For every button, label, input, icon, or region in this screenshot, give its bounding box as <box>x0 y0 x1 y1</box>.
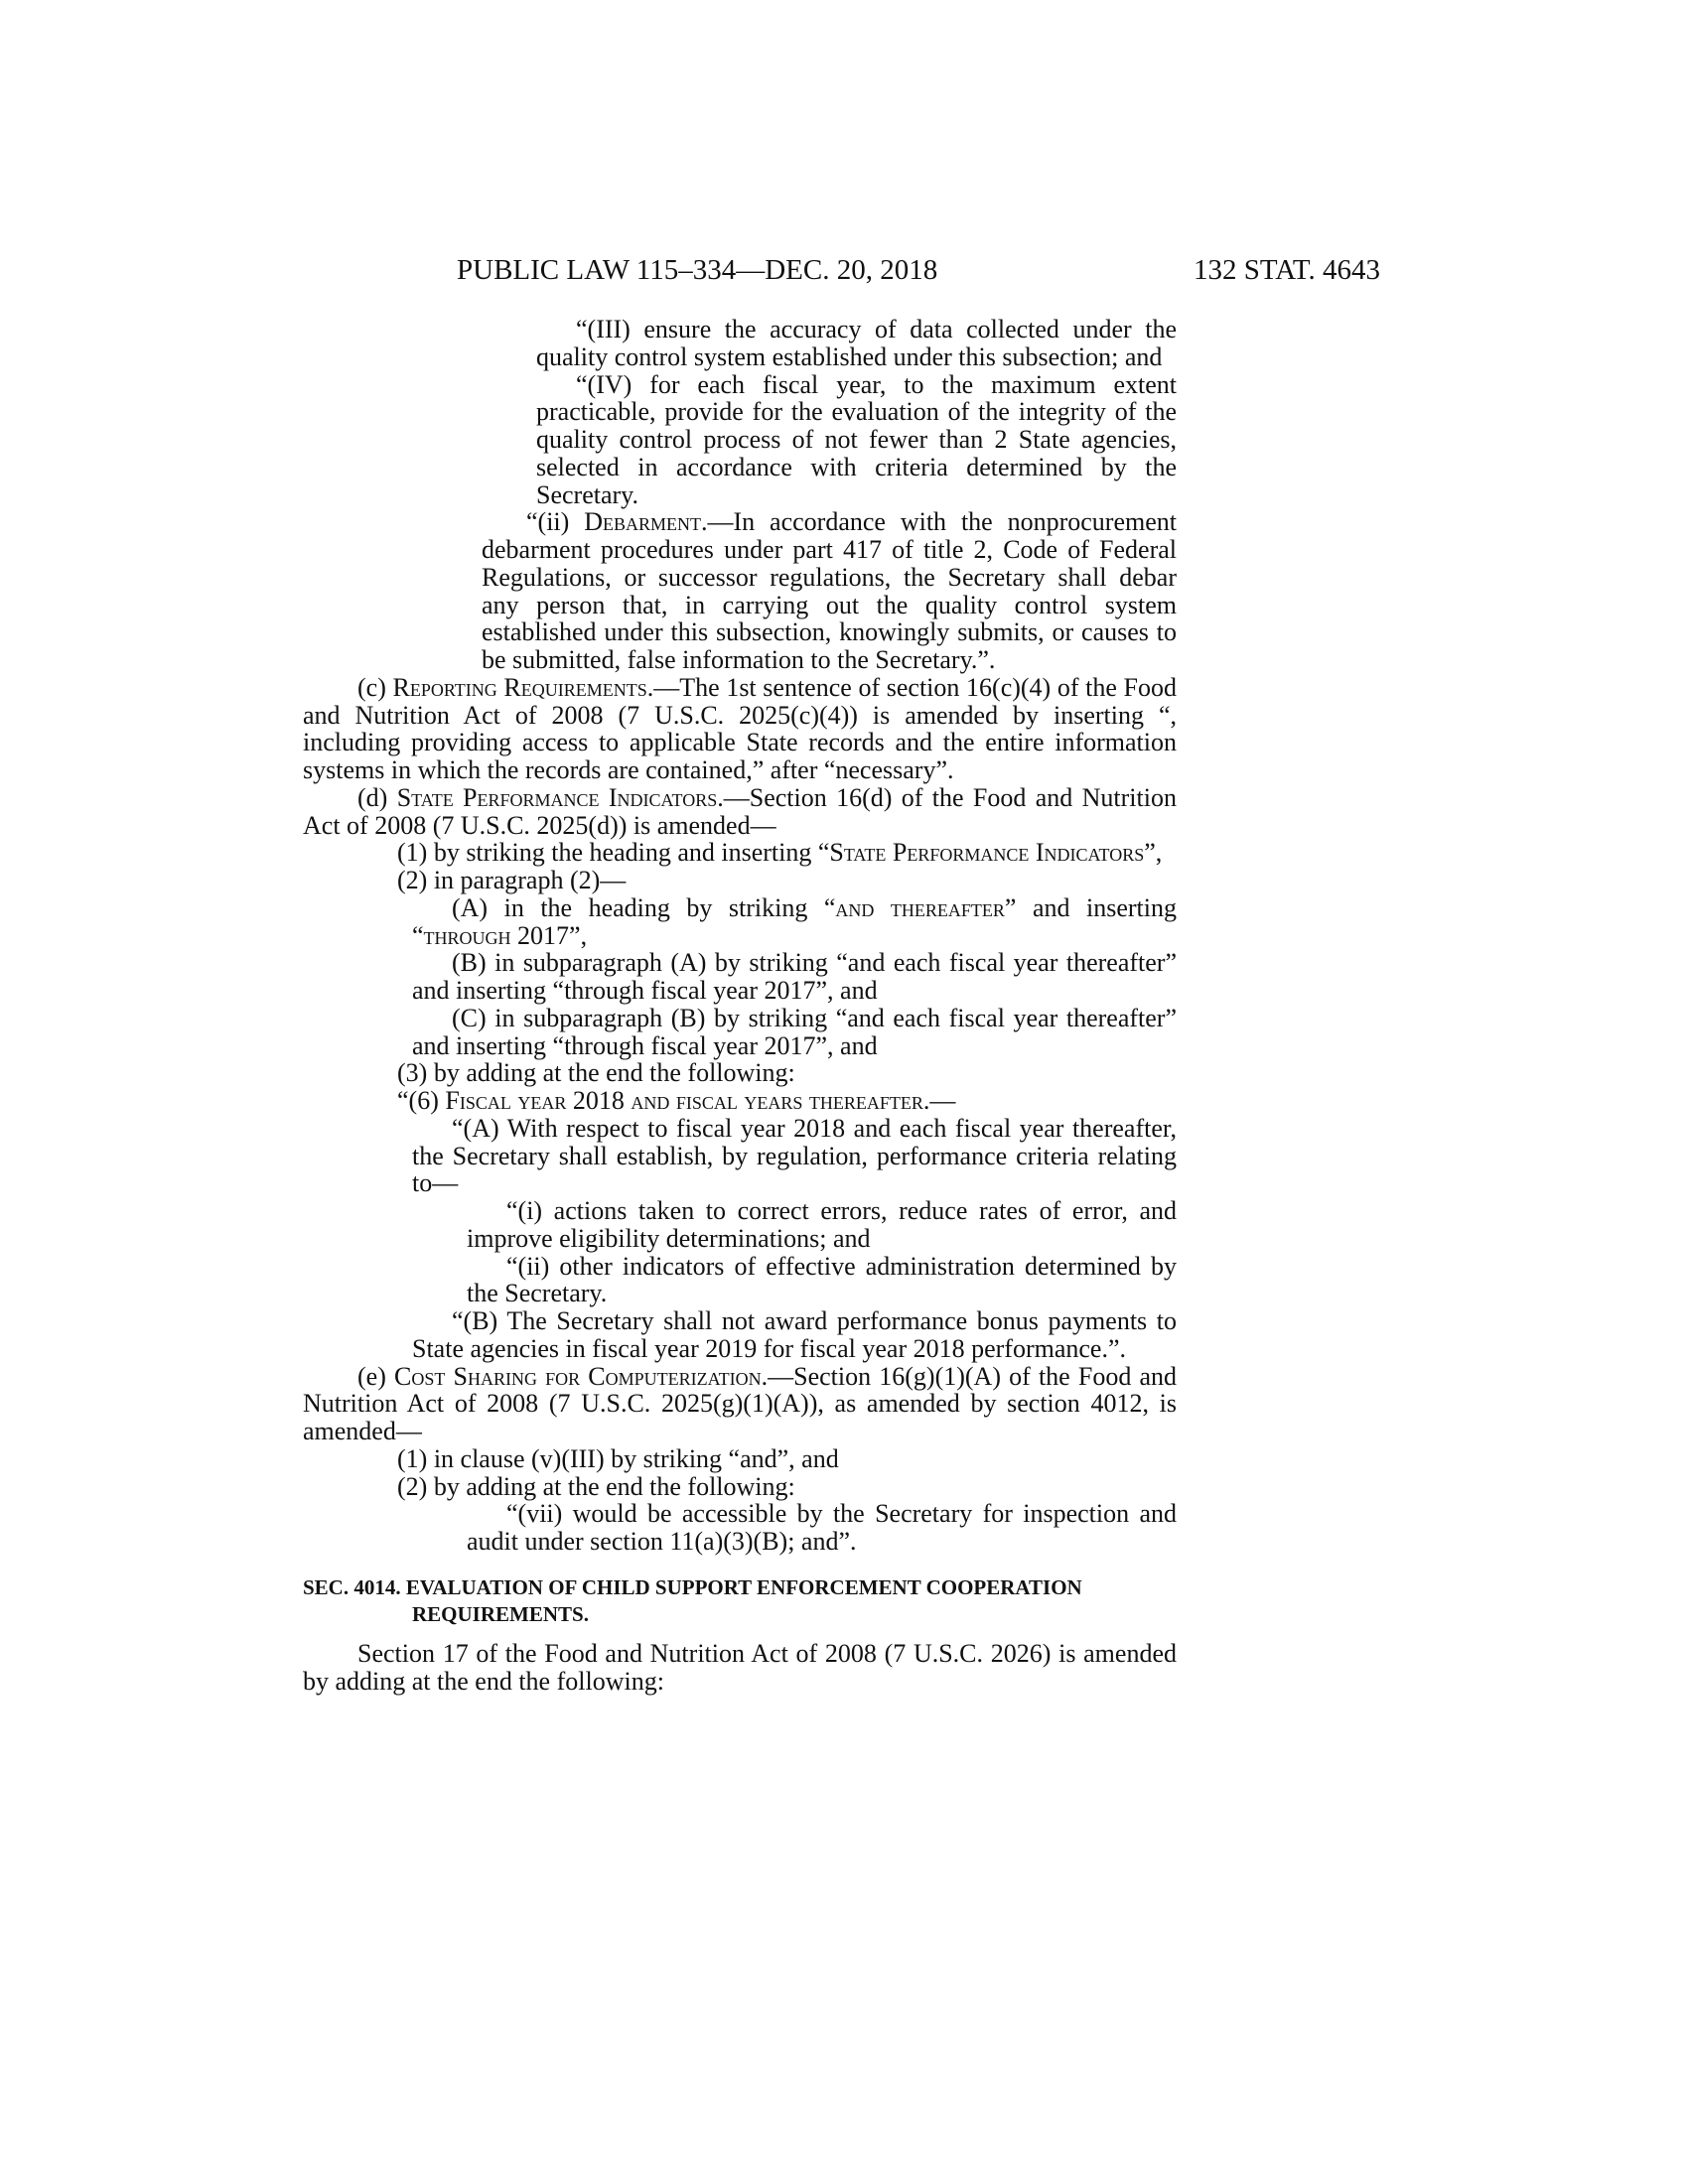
paragraph: “(IV) for each fiscal year, to the maximum extent practicable, provide for the evaluation of the integrity of the quality control process of not fewer than 2 State agencies, selected in accordance with criteria determined by the Secretary. <box>536 369 1177 509</box>
paragraph: “(vii) would be accessible by the Secretary for inspection and audit under section 11(a)(3)(B); and”. <box>467 1499 1177 1556</box>
paragraph: (1) in clause (v)(III) by striking “and”, and <box>397 1443 839 1473</box>
header-public-law: PUBLIC LAW 115–334—DEC. 20, 2018 <box>457 254 938 286</box>
paragraph: (A) in the heading by striking “and thereafter” and inserting “through 2017”, <box>412 892 1177 950</box>
paragraph: (2) by adding at the end the following: <box>397 1471 795 1501</box>
paragraph: (3) by adding at the end the following: <box>397 1058 795 1088</box>
header-stat-page: 132 STAT. 4643 <box>1193 254 1380 286</box>
paragraph: (B) in subparagraph (A) by striking “and each fiscal year thereafter” and inserting “through fiscal year 2017”, and <box>412 948 1177 1005</box>
paragraph: (2) in paragraph (2)— <box>397 866 627 894</box>
running-header <box>303 250 1380 290</box>
paragraph: “(A) With respect to fiscal year 2018 and each fiscal year thereafter, the Secretary shall establish, by regulation, performance criteria relating to— <box>412 1113 1177 1198</box>
paragraph: (c) Reporting Requirements.—The 1st sentence of section 16(c)(4) of the Food and Nutrition Act of 2008 (7 U.S.C. 2025(c)(4)) is amended by inserting “, including providing access to applicable State records and the entire information systems in which the records are contained,” after “necessary”. <box>303 672 1178 784</box>
paragraph: (1) by striking the heading and inserting “State Performance Indicators”, <box>397 838 1163 868</box>
paragraph: “(B) The Secretary shall not award performance bonus payments to State agencies in fiscal year 2019 for fiscal year 2018 performance.”. <box>412 1306 1177 1363</box>
section-intro-paragraph: Section 17 of the Food and Nutrition Act of 2008 (7 U.S.C. 2026) is amended by adding at the end the following: <box>303 1638 1177 1696</box>
paragraph: “(i) actions taken to correct errors, reduce rates of error, and improve eligibility determinations; and <box>467 1196 1177 1253</box>
paragraph-list <box>303 316 1177 1556</box>
document-body <box>303 316 1177 1695</box>
paragraph: (d) State Performance Indicators.—Section 16(d) of the Food and Nutrition Act of 2008 (7 U.S.C. 2025(d)) is amended— <box>303 782 1177 840</box>
paragraph: “(ii) Debarment.—In accordance with the nonprocurement debarment procedures under part 417 of title 2, Code of Federal Regulations, or successor regulations, the Secretary shall debar any person that, in carrying out the quality control system established under this subsection, knowingly submits, or causes to be submitted, false information to the Secretary.”. <box>482 507 1177 674</box>
paragraph: “(6) Fiscal year 2018 and fiscal years thereafter.— <box>397 1086 956 1115</box>
paragraph: “(ii) other indicators of effective administration determined by the Secretary. <box>467 1251 1177 1308</box>
paragraph: “(III) ensure the accuracy of data collected under the quality control system established under this subsection; and <box>536 315 1177 371</box>
section-heading: SEC. 4014. EVALUATION OF CHILD SUPPORT ENFORCEMENT COOPERATION REQUIREMENTS. <box>303 1574 1082 1626</box>
paragraph: (C) in subparagraph (B) by striking “and each fiscal year thereafter” and inserting “through fiscal year 2017”, and <box>412 1003 1177 1060</box>
paragraph: (e) Cost Sharing for Computerization.—Section 16(g)(1)(A) of the Food and Nutrition Act of 2008 (7 U.S.C. 2025(g)(1)(A)), as amended by section 4012, is amended— <box>303 1361 1178 1445</box>
